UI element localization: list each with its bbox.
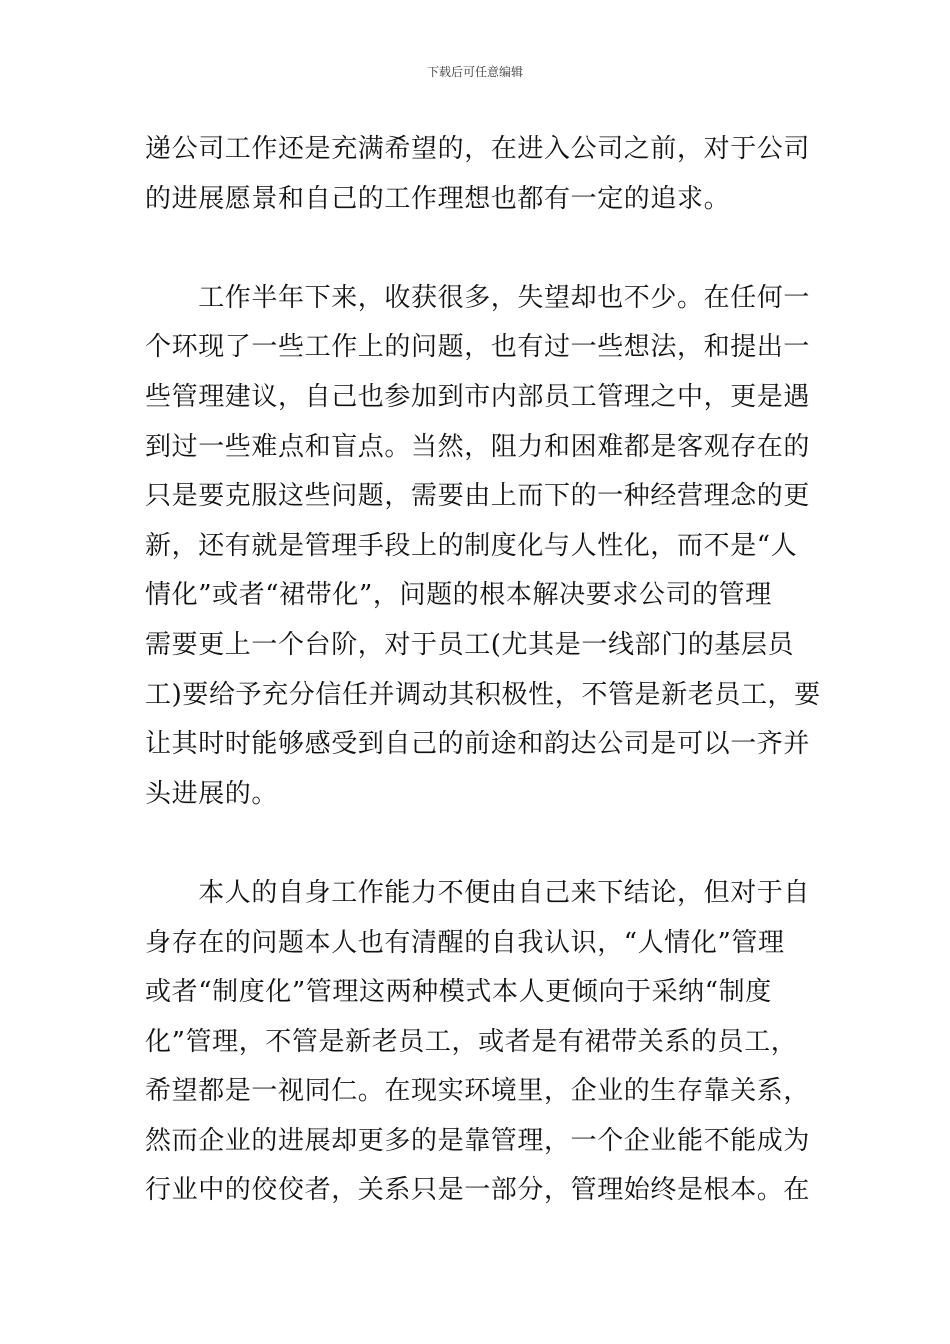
- paragraph: [145, 274, 821, 820]
- paragraph-spacer: [145, 224, 810, 274]
- text-line: 或者“制度化”管理这两种模式本人更倾向于采纳“制度: [145, 977, 772, 1008]
- paragraph: [145, 869, 810, 1216]
- text-line: 的进展愿景和自己的工作理想也都有一定的追求。: [145, 183, 731, 214]
- text-line: 身存在的问题本人也有清醒的自我认识，“人情化”管理: [145, 927, 785, 958]
- page-header: 下载后可任意编辑: [426, 65, 523, 79]
- text-line: 新，还有就是管理手段上的制度化与人性化，而不是“人: [145, 530, 798, 561]
- document-body: [145, 125, 821, 1216]
- text-line: 头进展的。: [145, 778, 279, 809]
- text-line: 希望都是一视同仁。在现实环境里，企业的生存靠关系，: [145, 1076, 811, 1107]
- text-line: 到过一些难点和盲点。当然，阻力和困难都是客观存在的: [145, 431, 811, 462]
- text-line: 让其时时能够感受到自己的前途和韵达公司是可以一齐并: [145, 729, 811, 760]
- text-line: 情化”或者“裙带化”，问题的根本解决要求公司的管理: [145, 580, 772, 611]
- text-line: 只是要克服这些问题，需要由上而下的一种经营理念的更: [145, 481, 811, 512]
- text-line: 需要更上一个台阶，对于员工(尤其是一线部门的基层员: [145, 629, 795, 660]
- text-line: 些管理建议，自己也参加到市内部员工管理之中，更是遇: [145, 381, 811, 412]
- text-line: 个环现了一些工作上的问题，也有过一些想法，和提出一: [145, 332, 811, 363]
- text-line: 然而企业的进展却更多的是靠管理，一个企业能不能成为: [145, 1125, 811, 1156]
- text-line: 工作半年下来，收获很多，失望却也不少。在任何一: [145, 282, 811, 313]
- text-line: 本人的自身工作能力不便由自己来下结论，但对于自: [145, 877, 811, 908]
- text-line: 工)要给予充分信任并调动其积极性，不管是新老员工，要: [145, 679, 821, 710]
- text-line: 行业中的佼佼者，关系只是一部分，管理始终是根本。在: [145, 1175, 811, 1206]
- text-line: 化”管理，不管是新老员工，或者是有裙带关系的员工，: [145, 1026, 798, 1057]
- paragraph: [145, 125, 810, 224]
- text-line: 递公司工作还是充满希望的，在进入公司之前，对于公司: [145, 134, 811, 164]
- paragraph-spacer: [145, 819, 810, 869]
